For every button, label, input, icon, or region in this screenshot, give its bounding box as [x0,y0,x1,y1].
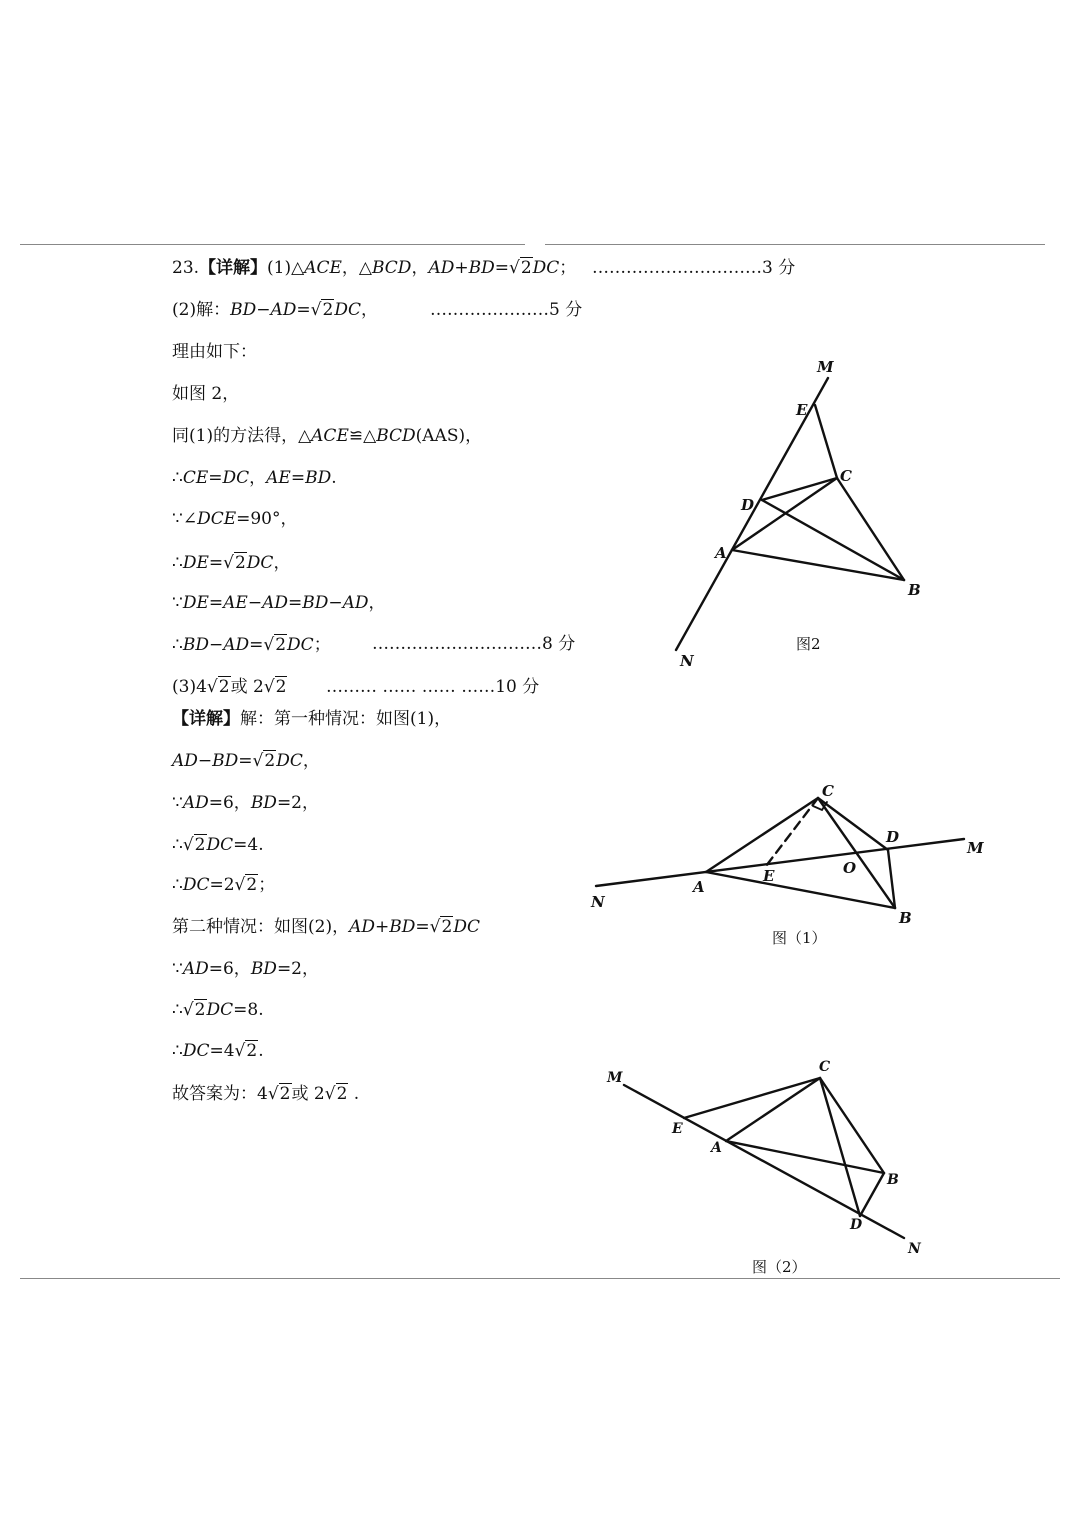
label-B: B [887,1172,899,1188]
text-fragment: = [494,258,509,278]
text-fragment: =6， [208,959,251,979]
label-E: E [763,867,775,885]
text-fragment: . [348,1084,360,1104]
text-fragment: =2 [209,875,235,895]
text-fragment: DC [222,468,250,488]
text-fragment: = [238,751,253,771]
score-3: …………………………3 分 [592,258,796,278]
text-fragment: ∴ [172,875,183,895]
text-fragment: = [249,635,264,655]
solution-line-8 [172,551,290,575]
text-fragment: AD [428,258,455,278]
text-fragment: ∵ [172,959,183,979]
sqrt: √2 [252,751,276,771]
text-fragment: = [208,593,224,613]
text-fragment: =2， [276,959,319,979]
sqrt: √2 [182,835,206,855]
text-fragment: =4. [233,835,264,855]
solution-line-3 [172,340,257,364]
text-fragment: =6， [208,793,251,813]
text-fragment: (1)△ [267,258,305,278]
text-fragment: ； [313,635,331,655]
top-rule-left [20,244,525,245]
figure-1 [580,770,1000,955]
seg-CE-dashed [766,798,818,866]
sqrt: √2 [310,300,334,320]
text-fragment: 或 2 [291,1084,325,1104]
label-M: M [607,1070,623,1086]
score-5: …………………5 分 [430,300,583,320]
label-C: C [822,782,834,800]
text-fragment: − [247,593,263,613]
text-fragment: ACE [304,258,342,278]
text-fragment: ∴ [172,1041,183,1061]
text-fragment: ， [302,751,320,771]
caption-fig-1: 图（1） [772,929,827,947]
line-MN [624,1085,904,1238]
text-fragment: = [415,917,430,937]
solution-line-16 [172,873,275,897]
text-fragment: ， [360,300,378,320]
label-E: E [672,1121,683,1137]
text-fragment: =90°， [236,509,298,529]
text-fragment: + [375,917,390,937]
text-fragment: BCD [371,258,412,278]
solution-line-1 [172,256,576,280]
text-fragment: 同(1)的方法得，△ [172,426,312,446]
text-fragment: DCE [197,509,237,529]
text-fragment: 第二种情况：如图(2)， [172,917,350,937]
text-fragment: AD [349,917,376,937]
text-fragment: − [208,635,224,655]
label-A: A [715,544,727,562]
text-fragment: ∵ [172,593,183,613]
text-fragment: AD [270,300,297,320]
text-fragment: ∵∠ [172,509,198,529]
text-fragment: ∴ [172,635,183,655]
solution-line-6 [172,466,337,490]
text-fragment: − [328,593,343,613]
label-N: N [908,1241,921,1257]
text-fragment: =8. [233,1000,264,1020]
text-fragment: AD [223,635,250,655]
text-fragment: 如图 2， [172,384,240,404]
text-fragment: BD [468,258,495,278]
text-fragment: = [296,300,311,320]
sqrt: √2 [223,553,246,573]
text-fragment: CE [182,468,209,488]
label-D: D [850,1217,863,1233]
text-fragment: AE [266,468,291,488]
sqrt: √2 [234,875,258,895]
text-fragment: = [208,468,223,488]
solution-line-13 [172,749,320,773]
text-fragment: DC [287,635,314,655]
figure-2 [660,350,930,680]
label-N: N [680,652,694,670]
solution-line-9 [172,591,386,615]
text-fragment: ACE [311,426,349,446]
label-N: N [591,893,605,911]
solution-line-7 [172,507,298,531]
text-fragment: 解：第一种情况：如图(1)， [240,709,452,729]
solution-line-20 [172,1039,264,1063]
figure-2b [595,1050,945,1280]
seg-BD [860,1173,884,1216]
text-fragment: DC [206,835,234,855]
text-fragment: DE [182,593,209,613]
seg-DC [762,478,837,500]
top-rule-right [545,244,1045,245]
text-fragment: ∴ [172,468,183,488]
text-fragment: BCD [376,426,416,446]
text-fragment: 理由如下： [172,342,257,362]
sqrt: √2 [234,1041,258,1061]
text-fragment: 故答案为：4 [172,1084,268,1104]
text-fragment: − [197,751,213,771]
label-A: A [693,878,705,896]
label-O: O [843,859,857,877]
score-8: …………………………8 分 [372,634,576,654]
text-fragment: DC [182,875,210,895]
text-fragment: ，△ [341,258,372,278]
text-fragment: AD [342,593,369,613]
sqrt: √2 [267,1084,291,1104]
label-D: D [886,828,900,846]
caption-fig-2: 图（2） [752,1258,807,1276]
solution-line-21 [172,1082,359,1106]
seg-CB [837,478,904,580]
text-fragment: ∴ [172,1000,183,1020]
solution-line-14 [172,791,319,815]
solution-line-2 [172,298,378,322]
text-fragment: (AAS)， [415,426,483,446]
text-fragment: BD [250,959,277,979]
text-fragment: ∴ [172,553,183,573]
text-fragment: DC [246,553,274,573]
text-fragment: ≌△ [348,426,377,446]
caption-fig2: 图2 [796,635,821,653]
text-fragment: = [287,593,303,613]
solution-line-12 [172,707,451,731]
seg-AB [706,872,895,908]
seg-EC [684,1078,820,1118]
text-fragment: =4 [209,1041,235,1061]
score-10: ……… …… …… ……10 分 [326,677,540,697]
seg-AC [726,1078,820,1141]
sqrt: √2 [429,917,453,937]
text-fragment: AD [182,959,209,979]
sqrt: √2 [324,1084,348,1104]
seg-CD [818,798,888,850]
text-fragment: BD [389,917,416,937]
sqrt: √2 [263,635,287,655]
solution-line-5 [172,424,482,448]
text-fragment: ； [559,258,577,278]
label-C: C [819,1059,831,1075]
seg-EC [815,405,837,478]
text-fragment: AD [182,793,209,813]
sqrt: √2 [263,677,287,697]
label-D: D [741,496,755,514]
text-fragment: . [331,468,337,488]
text-fragment: BD [182,635,209,655]
seg-AB [726,1141,884,1173]
text-fragment: AD [262,593,288,613]
text-fragment: DC [532,258,560,278]
label-A: A [711,1140,722,1156]
text-fragment: 23. [172,258,200,278]
solution-line-11 [172,675,287,699]
solution-line-19 [172,998,264,1022]
seg-CB [820,1078,884,1173]
solution-line-10 [172,633,331,657]
text-fragment: =2， [276,793,319,813]
text-fragment: 【详解】 [199,258,268,278]
text-fragment: DE [182,553,209,573]
text-fragment: BD [305,468,332,488]
solution-line-17 [172,915,480,939]
text-fragment: DC [206,1000,234,1020]
sqrt: √2 [508,258,532,278]
text-fragment: = [208,553,224,573]
label-B: B [899,909,912,927]
text-fragment: DC [453,917,480,937]
text-fragment: − [256,300,271,320]
text-fragment: BD [302,593,329,613]
label-M: M [817,358,834,376]
text-fragment: (2)解： [172,300,231,320]
sqrt: √2 [182,1000,206,1020]
text-fragment: DC [334,300,361,320]
solution-line-4 [172,382,239,406]
text-fragment: 或 2 [230,677,264,697]
text-fragment: AD [172,751,198,771]
text-fragment: BD [230,300,257,320]
text-fragment: = [290,468,306,488]
text-fragment: ， [273,553,291,573]
solution-line-15 [172,833,264,857]
label-C: C [840,467,852,485]
sqrt: √2 [206,677,230,697]
text-fragment: ， [411,258,429,278]
text-fragment: ； [258,875,276,895]
text-fragment: ∵ [172,793,183,813]
seg-CB [818,798,895,908]
text-fragment: AE [223,593,248,613]
text-fragment: + [454,258,469,278]
text-fragment: ， [249,468,267,488]
text-fragment: BD [212,751,239,771]
label-M: M [967,839,984,857]
text-fragment: DC [182,1041,210,1061]
text-fragment: . [258,1041,264,1061]
text-fragment: ∴ [172,835,183,855]
text-fragment: BD [250,793,277,813]
text-fragment: 【详解】 [172,709,240,729]
solution-line-18 [172,957,319,981]
text-fragment: (3)4 [172,677,207,697]
label-E: E [796,401,808,419]
text-fragment: DC [276,751,303,771]
label-B: B [908,581,921,599]
text-fragment: ， [368,593,386,613]
